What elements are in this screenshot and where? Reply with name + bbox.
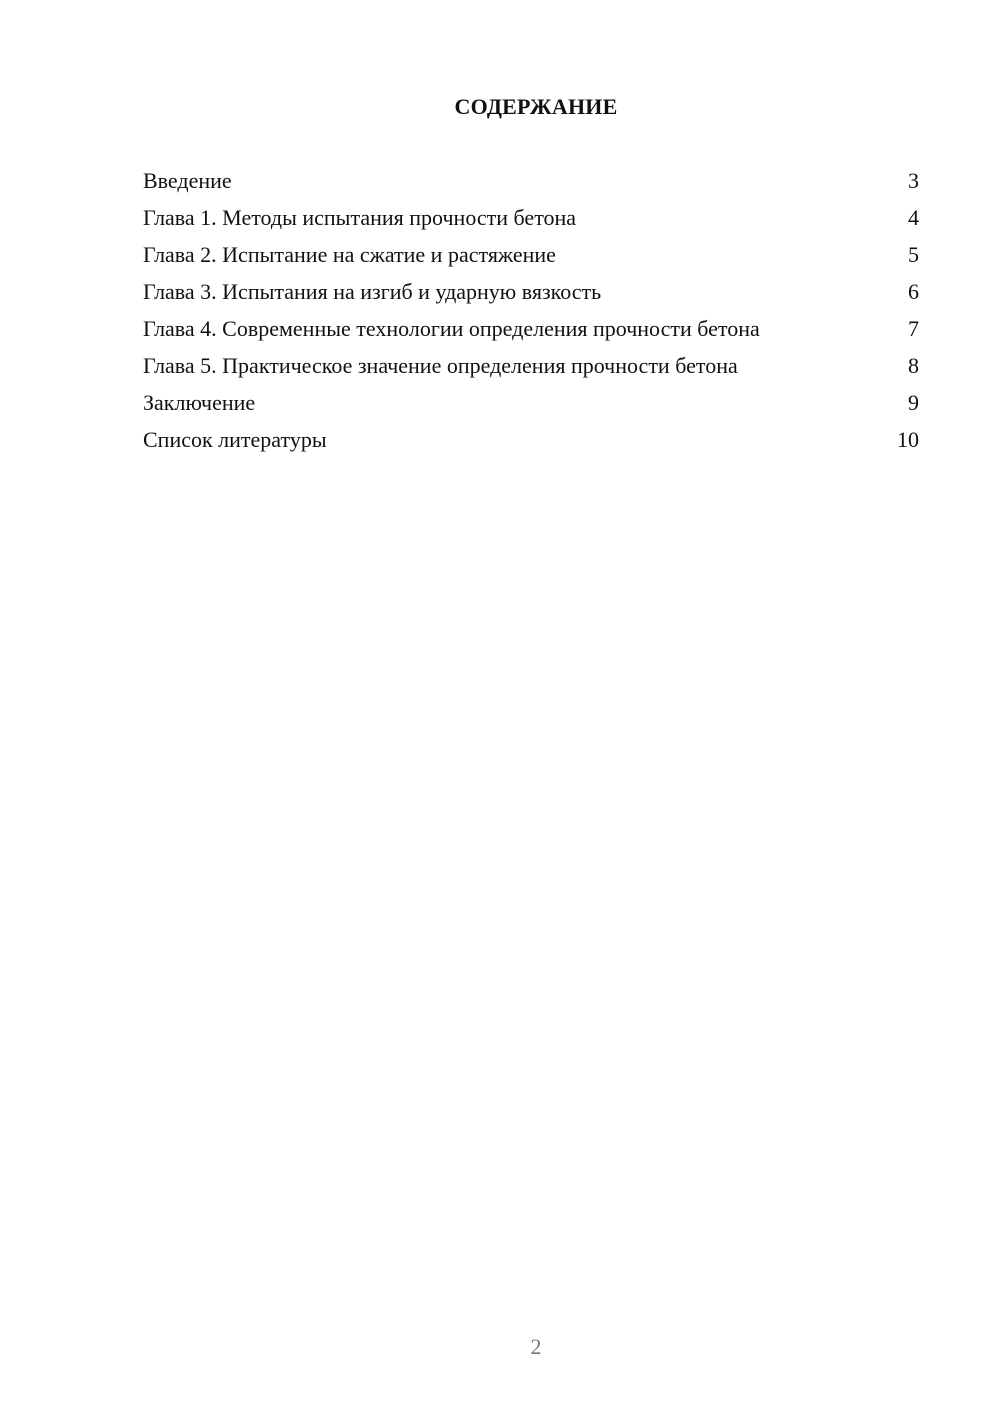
toc-entry-title: Глава 5. Практическое значение определения прочности бетона bbox=[143, 353, 738, 378]
toc-entry-title: Глава 4. Современные технологии определения прочности бетона bbox=[143, 316, 760, 341]
toc-entry-title: Введение bbox=[143, 168, 232, 193]
toc-entry-chapter-1[interactable] bbox=[143, 205, 919, 231]
toc-entry-references[interactable] bbox=[143, 427, 919, 453]
toc-entry-page: 10 bbox=[897, 427, 919, 452]
toc-entry-chapter-2[interactable] bbox=[143, 242, 919, 268]
toc-entry-page: 5 bbox=[908, 242, 919, 267]
toc-entry-conclusion[interactable] bbox=[143, 390, 919, 416]
toc-entry-title: Глава 2. Испытание на сжатие и растяжение bbox=[143, 242, 556, 267]
toc-entry-chapter-4[interactable] bbox=[143, 316, 919, 342]
toc-entry-page: 6 bbox=[908, 279, 919, 304]
toc-entry-title: Глава 1. Методы испытания прочности бетона bbox=[143, 205, 577, 230]
toc-entry-page: 4 bbox=[908, 205, 919, 230]
toc-entry-page: 7 bbox=[908, 316, 919, 341]
toc-entry-title: Глава 3. Испытания на изгиб и ударную вязкость bbox=[143, 279, 602, 304]
toc-entry-chapter-5[interactable] bbox=[143, 353, 919, 379]
page-number: 2 bbox=[530, 1334, 542, 1359]
page-title: СОДЕРЖАНИЕ bbox=[454, 94, 618, 119]
toc-entry-title: Список литературы bbox=[143, 427, 327, 452]
toc-entry-page: 8 bbox=[908, 353, 919, 378]
table-of-contents bbox=[143, 168, 919, 464]
toc-entry-introduction[interactable] bbox=[143, 168, 919, 194]
toc-entry-chapter-3[interactable] bbox=[143, 279, 919, 305]
toc-entry-page: 3 bbox=[908, 168, 919, 193]
toc-entry-title: Заключение bbox=[143, 390, 256, 415]
toc-entry-page: 9 bbox=[908, 390, 919, 415]
